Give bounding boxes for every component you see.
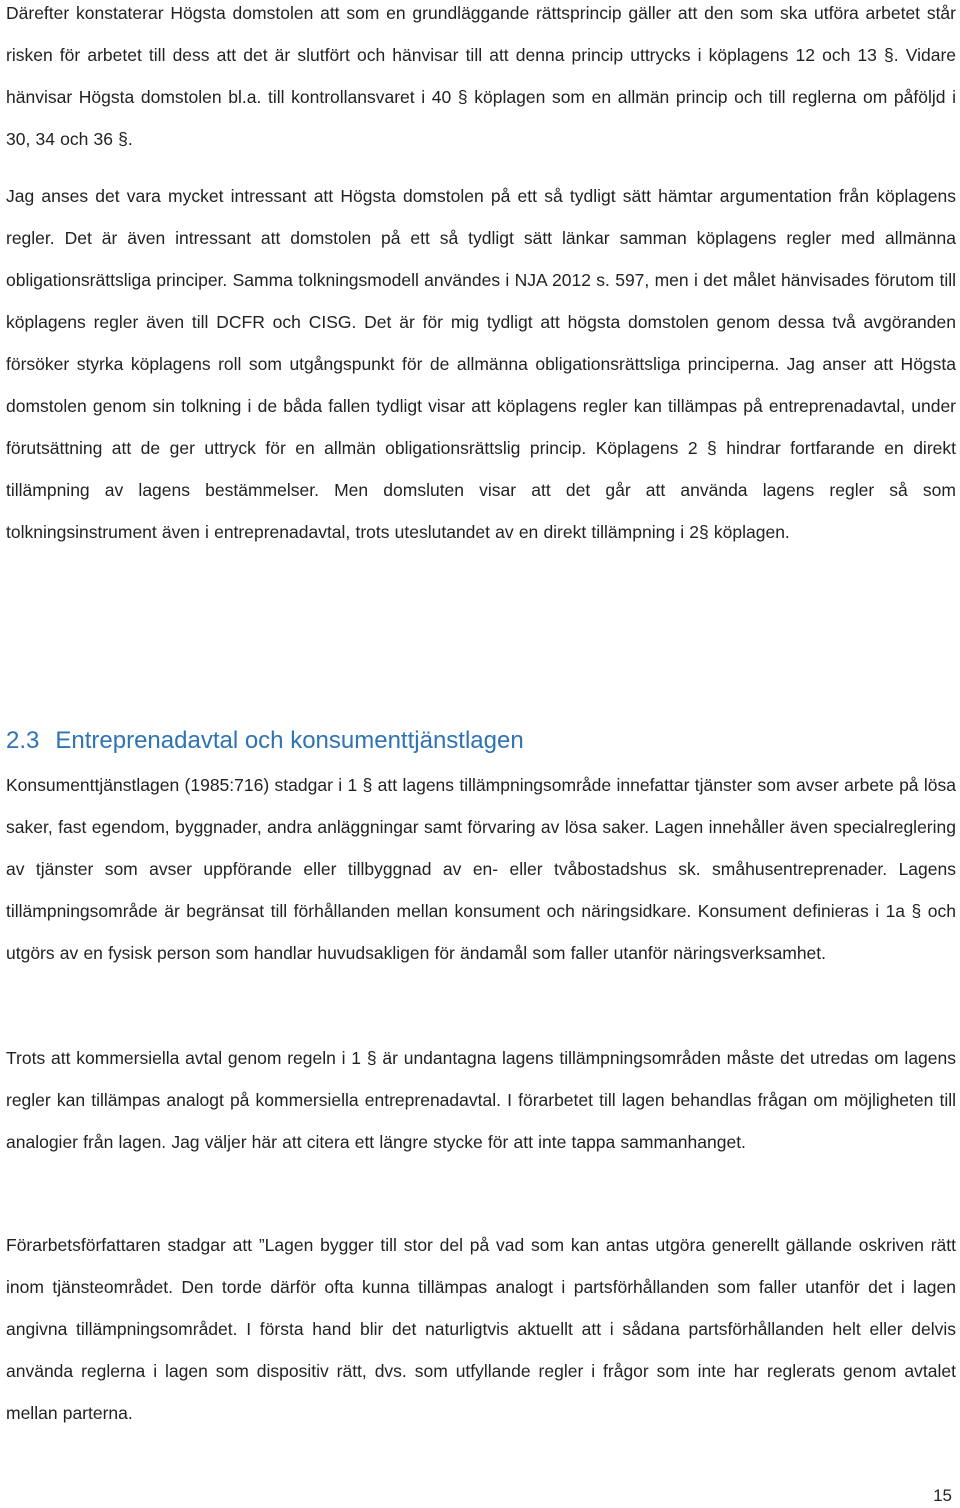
paragraph-hd-konstaterar: Därefter konstaterar Högsta domstolen att som en grundläggande rättsprincip gäller att den som ska utföra arbetet står risken för arbetet till dess att det är slutfört och hänvisar till att denna princip uttrycks i köplagens 12 och 13 §. Vidare hänvisar Högsta domstolen bl.a. till kontrollansvaret i 40 § köplagen som en allmän princip och till reglerna om påföljd i 30, 34 och 36 §. — [6, 3, 956, 149]
page-number: 15 — [933, 1486, 952, 1505]
section-title: Entreprenadavtal och konsumenttjänstlagen — [55, 727, 524, 754]
paragraph-konsumenttjanstlagen: Konsumenttjänstlagen (1985:716) stadgar i 1 § att lagens tillämpningsområde innefattar tjänster som avser arbete på lösa saker, fast egendom, byggnader, andra anläggningar samt förvaring av lösa saker. Lagen innehåller även specialreglering av tjänster som avser uppförande eller tillbyggnad av en- eller tvåbostadshus sk. småhusentreprenader. Lagens tillämpningsområde är begränsat till förhållanden mellan konsument och näringsidkare. Konsument definieras i 1a § och utgörs av en fysisk person som handlar huvudsakligen för ändamål som faller utanför näringsverksamhet. — [6, 775, 956, 963]
paragraph-kommersiella-avtal: Trots att kommersiella avtal genom regeln i 1 § är undantagna lagens tillämpningsområden måste det utredas om lagens regler kan tillämpas analogt på kommersiella entreprenadavtal. I förarbetet till lagen behandlas frågan om möjligheten till analogier från lagen. Jag väljer här att citera ett längre stycke för att inte tappa sammanhanget. — [6, 1048, 956, 1152]
section-number: 2.3 — [6, 727, 40, 754]
paragraph-analys: Jag anses det vara mycket intressant att Högsta domstolen på ett så tydligt sätt hämtar argumentation från köplagens regler. Det är även intressant att domstolen på ett så tydligt sätt länkar samman köplagens regler med allmänna obligationsrättsliga principer. Samma tolkningsmodell användes i NJA 2012 s. 597, men i det målet hänvisades förutom till köplagens regler även till DCFR och CISG. Det är för mig tydligt att högsta domstolen genom dessa två avgöranden försöker styrka köplagens roll som utgångspunkt för de allmänna obligationsrättsliga principerna. Jag anser att Högsta domstolen genom sin tolkning i de båda fallen tydligt visar att köplagens regler kan tillämpas på entreprenadavtal, under förutsättning att de ger uttryck för en allmän obligationsrättslig princip. Köplagens 2 § hindrar fortfarande en direkt tillämpning av lagens bestämmelser. Men domsluten visar att det går att använda lagens regler så som tolkningsinstrument även i entreprenadavtal, trots uteslutandet av en direkt tillämpning i 2§ köplagen. — [6, 186, 956, 542]
section-heading — [6, 722, 524, 760]
paragraph-forarbeten-citat: Förarbetsförfattaren stadgar att ”Lagen bygger till stor del på vad som kan antas utgöra generellt gällande oskriven rätt inom tjänsteområdet. Den torde därför ofta kunna tillämpas analogt i partsförhållanden som faller utanför det i lagen angivna tillämpningsområdet. I första hand blir det naturligtvis aktuellt att i sådana partsförhållanden helt eller delvis använda reglerna i lagen som dispositiv rätt, dvs. som utfyllande regler i frågor som inte har reglerats genom avtalet mellan parterna. — [6, 1235, 956, 1423]
